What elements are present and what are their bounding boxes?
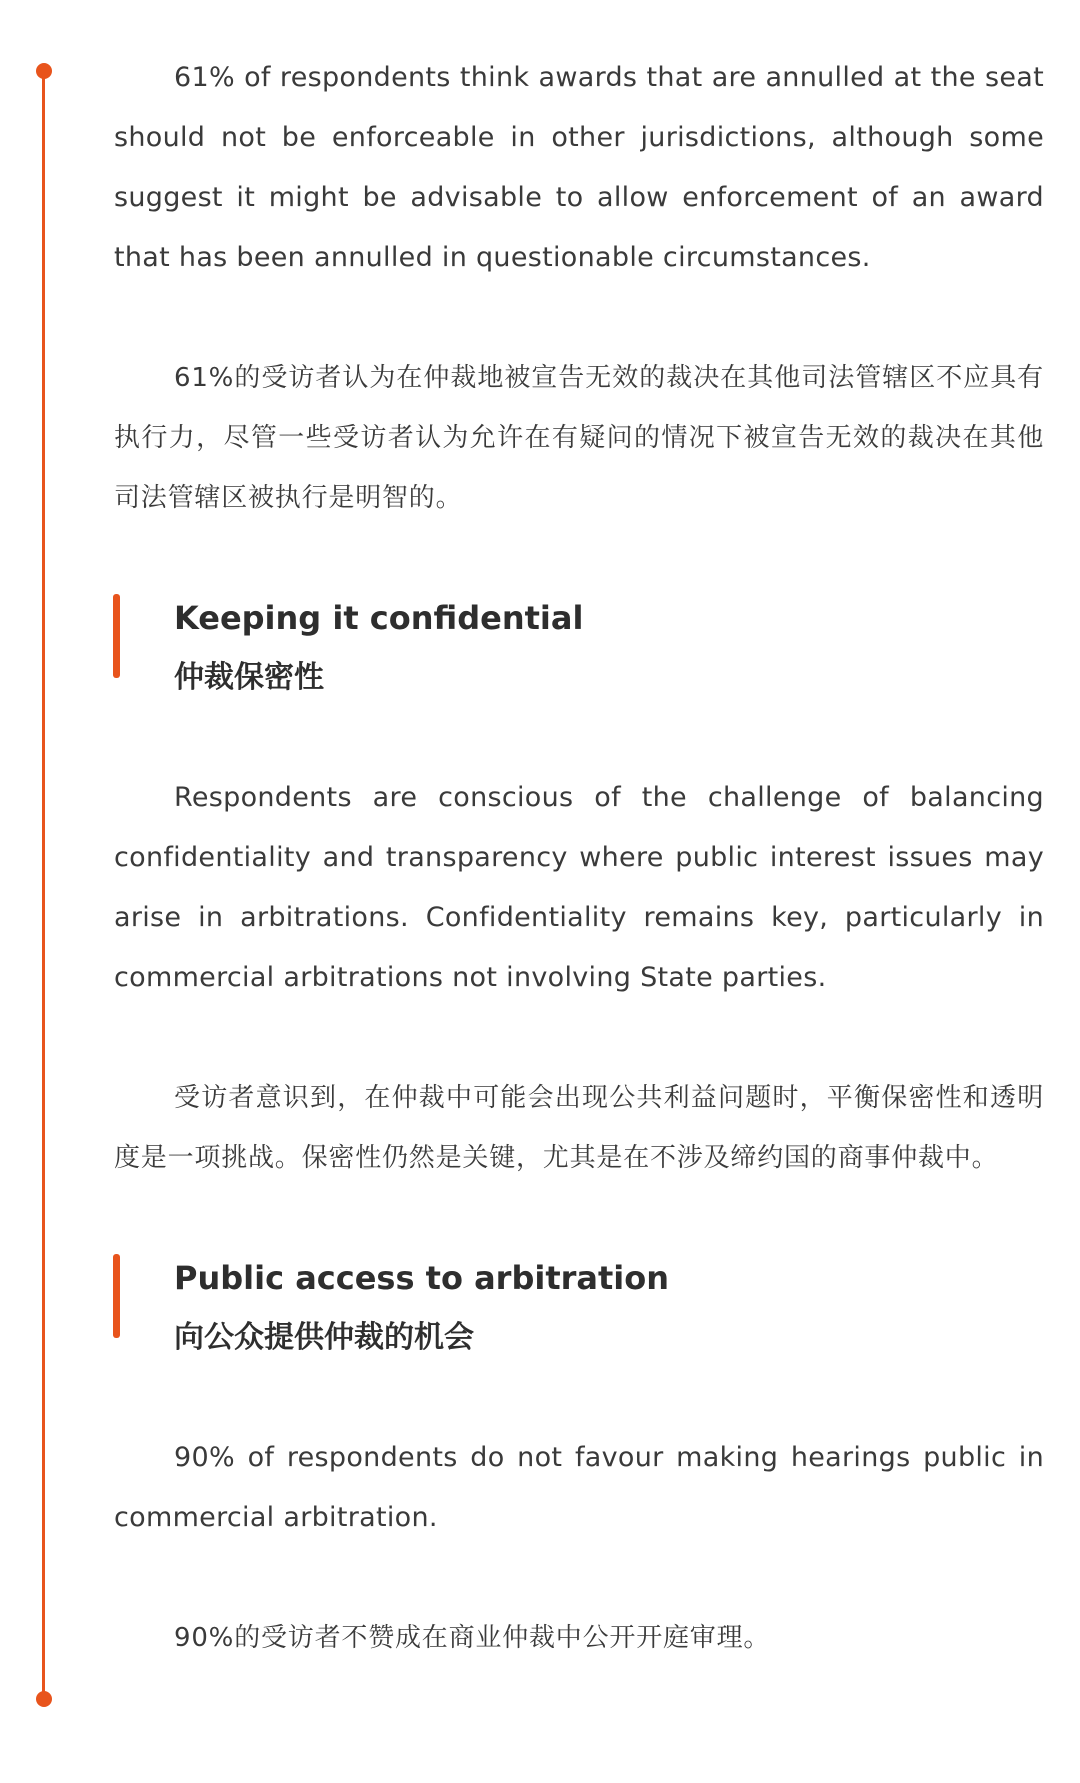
timeline-line (42, 71, 45, 1699)
paragraph-annulled-awards-cn: 61%的受访者认为在仲裁地被宣告无效的裁决在其他司法管辖区不应具有执行力，尽管一些受访者认为允许在有疑问的情况下被宣告无效的裁决在其他司法管辖区被执行是明智的。 (114, 363, 1044, 513)
heading-title-cn: 仲裁保密性 (174, 660, 324, 695)
timeline-end-dot-icon (36, 1691, 52, 1707)
paragraph-public-hearings-cn: 90%的受访者不赞成在商业仲裁中公开开庭审理。 (174, 1623, 771, 1653)
heading-title-en: Keeping it confidential (174, 599, 584, 637)
timeline-start-dot-icon (36, 63, 52, 79)
paragraph-annulled-awards-en: 61% of respondents think awards that are annulled at the seat should not be enforceable in other jurisdictions, although some suggest it might be advisable to allow enforcement of an award that has been annulled in questionable circumstances. (114, 62, 1044, 273)
paragraph-confidentiality-cn: 受访者意识到，在仲裁中可能会出现公共利益问题时，平衡保密性和透明度是一项挑战。保密性仍然是关键，尤其是在不涉及缔约国的商事仲裁中。 (114, 1083, 1044, 1173)
heading-title-en: Public access to arbitration (174, 1259, 670, 1297)
heading-accent-bar (113, 1254, 120, 1338)
article-body (114, 48, 1044, 1668)
paragraph-confidentiality-en: Respondents are conscious of the challenge of balancing confidentiality and transparency where public interest issues may arise in arbitrations. Confidentiality remains key, particularly in commercial arbitrations not involving State parties. (114, 782, 1044, 993)
heading-title-cn: 向公众提供仲裁的机会 (174, 1320, 474, 1355)
heading-accent-bar (113, 594, 120, 678)
paragraph-public-hearings-en: 90% of respondents do not favour making hearings public in commercial arbitration. (114, 1442, 1044, 1533)
section-heading-confidential (114, 588, 1044, 708)
section-heading-public-access (114, 1248, 1044, 1368)
